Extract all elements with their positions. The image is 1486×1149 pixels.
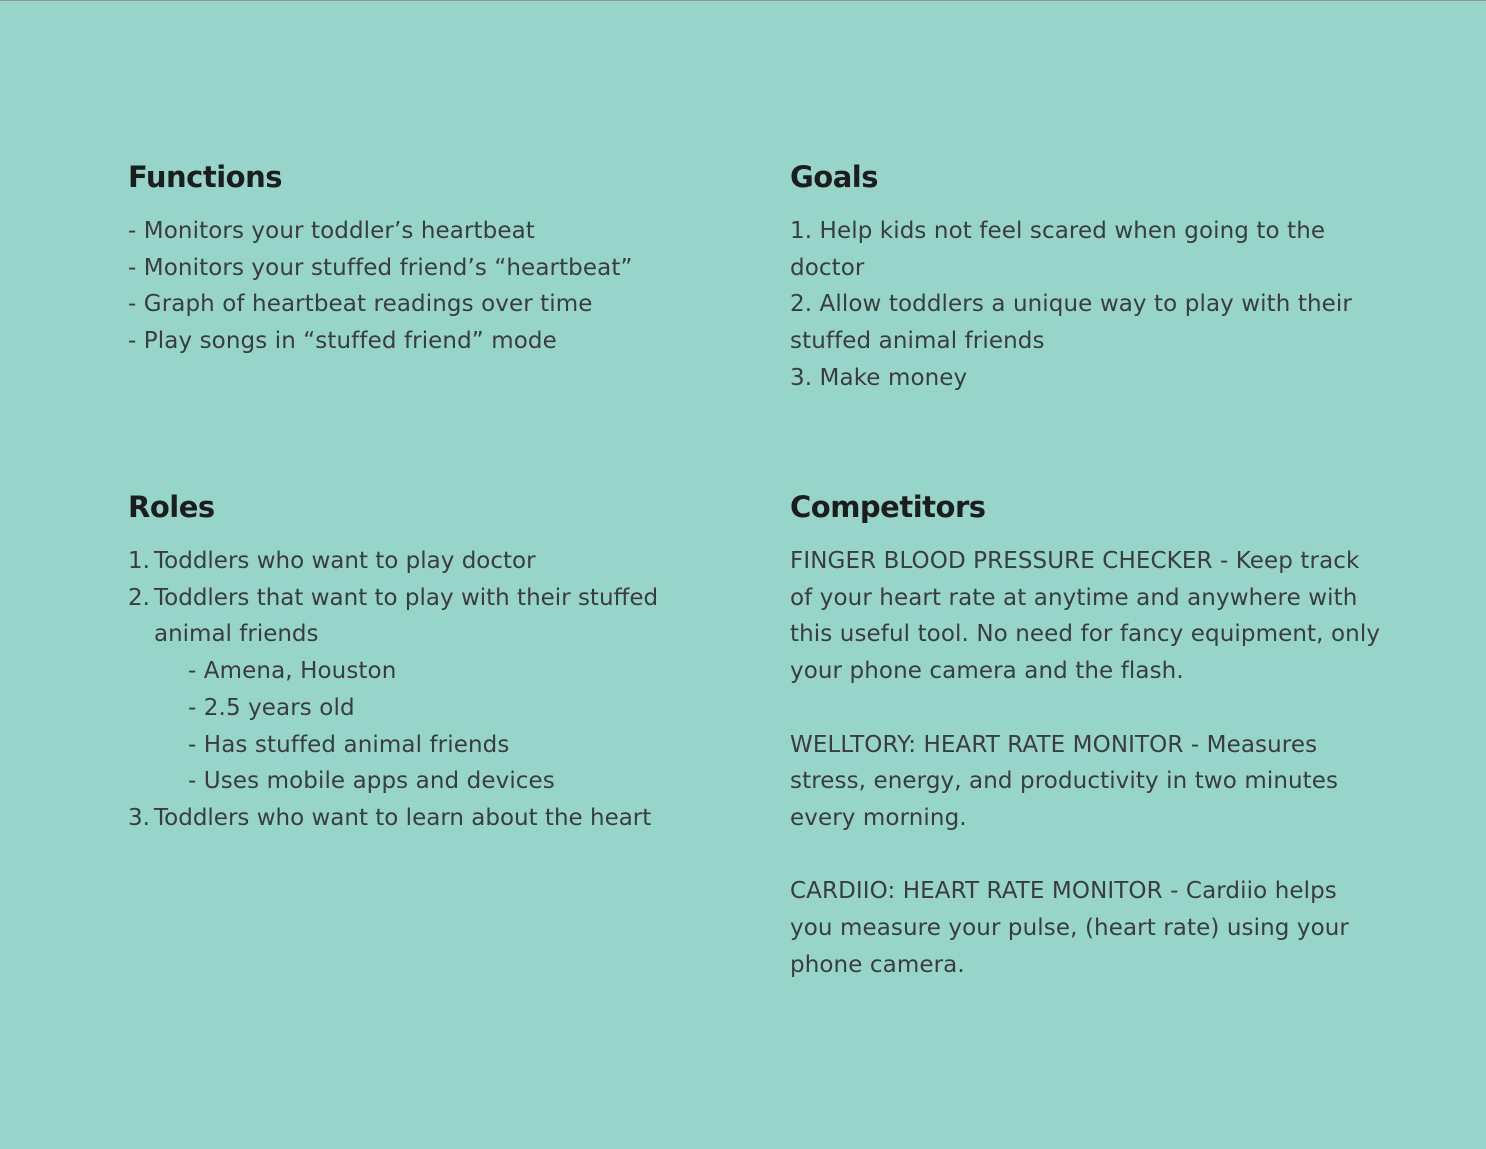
functions-section [128,159,728,360]
competitor-line: every morning. [790,804,967,831]
competitors-heading: Competitors [790,490,986,524]
competitor-line: phone camera. [790,951,965,978]
roles-item-number: 3. [128,804,150,831]
competitors-section [790,489,1450,1020]
roles-item-text-line: Toddlers that want to play with their stuffed [154,584,659,611]
roles-section [128,489,748,837]
roles-sub-item: - Amena, Houston [188,658,397,685]
roles-sub-item: - 2.5 years old [188,694,355,721]
goals-line: 1. Help kids not feel scared when going to the [790,218,1326,244]
roles-item-text: Toddlers who want to play doctor [154,548,536,574]
functions-item: - Play songs in “stuffed friend” mode [128,328,557,355]
roles-item-text [154,580,748,653]
functions-item: - Monitors your stuffed friend’s “heartbeat” [128,254,633,281]
competitor-line: this useful tool. No need for fancy equipment, only [790,621,1381,648]
competitor-line: of your heart rate at anytime and anywhere with [790,584,1358,611]
functions-heading: Functions [128,160,282,194]
roles-item [128,543,748,580]
goals-line: 2. Allow toddlers a unique way to play with their [790,291,1352,318]
competitor-entry [790,873,1450,983]
roles-item-text: Toddlers who want to learn about the heart [154,804,652,831]
competitor-line: FINGER BLOOD PRESSURE CHECKER - Keep track [790,548,1360,574]
roles-sub-item: - Uses mobile apps and devices [188,768,555,795]
competitor-entry [790,543,1450,690]
competitor-line: your phone camera and the flash. [790,658,1184,685]
goals-line: doctor [790,254,865,281]
functions-item: - Monitors your toddler’s heartbeat [128,218,535,244]
roles-item-number: 1. [128,548,150,574]
goals-line: 3. Make money [790,364,968,391]
goals-line: stuffed animal friends [790,328,1045,355]
goals-heading: Goals [790,160,878,194]
competitor-line: CARDIIO: HEART RATE MONITOR - Cardiio helps [790,878,1337,905]
roles-heading: Roles [128,490,215,524]
competitor-line: you measure your pulse, (heart rate) using your [790,915,1349,941]
roles-item-number: 2. [128,584,150,611]
goals-section [790,159,1440,397]
roles-item [128,800,748,837]
roles-sub-item: - Has stuffed animal friends [188,731,510,758]
roles-item-text-line: animal friends [154,621,319,648]
competitor-line: stress, energy, and productivity in two minutes [790,768,1339,795]
competitor-line: WELLTORY: HEART RATE MONITOR - Measures [790,731,1318,758]
competitor-entry [790,727,1450,837]
functions-item: - Graph of heartbeat readings over time [128,291,593,318]
roles-item [128,580,748,653]
